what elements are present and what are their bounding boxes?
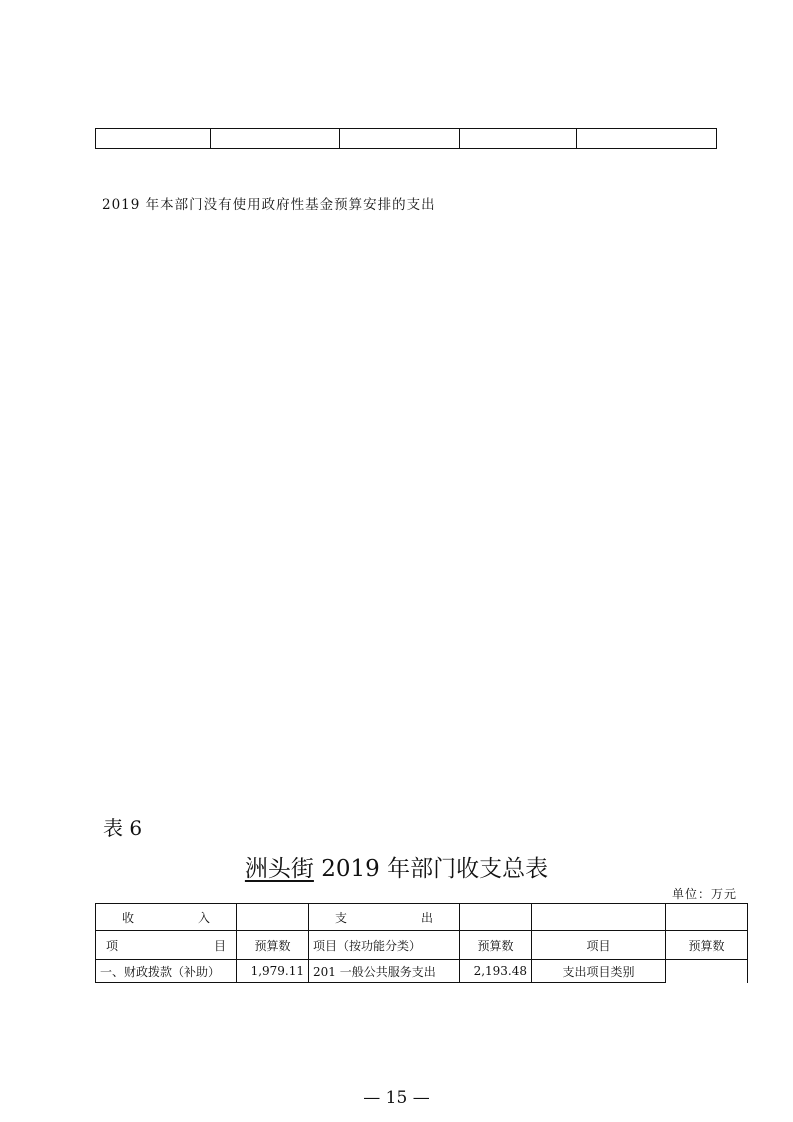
title-unit-name: 洲头街: [244, 856, 314, 882]
table-row: [96, 960, 748, 983]
func-class-header: 项目（按功能分类）: [309, 931, 460, 960]
table-cell: [460, 904, 532, 931]
table-cell: [577, 129, 717, 149]
table-cell: [666, 904, 748, 931]
table-cell: [532, 904, 666, 931]
table-row: [96, 129, 717, 149]
expense-header: [309, 904, 460, 931]
income-item-cell: 一、财政拨款（补助）: [96, 960, 237, 983]
budget-summary-table: [95, 903, 748, 983]
budget-header: 预算数: [237, 931, 309, 960]
unit-label: 单位：万元: [671, 887, 737, 901]
header-char: 支: [335, 910, 348, 925]
note-text: 2019 年本部门没有使用政府性基金预算安排的支出: [102, 197, 436, 213]
budget-header: 预算数: [460, 931, 532, 960]
expense-item-cell: 201 一般公共服务支出: [309, 960, 460, 983]
expense-value-cell: 2,193.48: [460, 960, 532, 983]
header-char: 收: [122, 910, 135, 925]
empty-table: [95, 128, 717, 149]
table-cell: [237, 904, 309, 931]
item-header: [96, 931, 237, 960]
table-cell: [340, 129, 460, 149]
title-text: 2019 年部门收支总表: [321, 856, 549, 882]
table-header-row: [96, 904, 748, 931]
table-header-row: [96, 931, 748, 960]
table-title: [0, 850, 793, 883]
table-cell: [211, 129, 340, 149]
table-cell: [96, 129, 211, 149]
header-char: 出: [420, 910, 433, 925]
table-number: 表 6: [103, 816, 143, 840]
income-header: [96, 904, 237, 931]
header-char: 入: [197, 910, 210, 925]
page-number: — 15 —: [363, 1088, 430, 1108]
table-cell: [460, 129, 577, 149]
item-header: 项目: [532, 931, 666, 960]
category-cell: 支出项目类别: [532, 960, 666, 983]
header-char: 目: [213, 938, 226, 953]
header-char: 项: [106, 938, 119, 953]
income-value-cell: 1,979.11: [237, 960, 309, 983]
budget-header: 预算数: [666, 931, 748, 960]
table-cell: [666, 960, 748, 983]
